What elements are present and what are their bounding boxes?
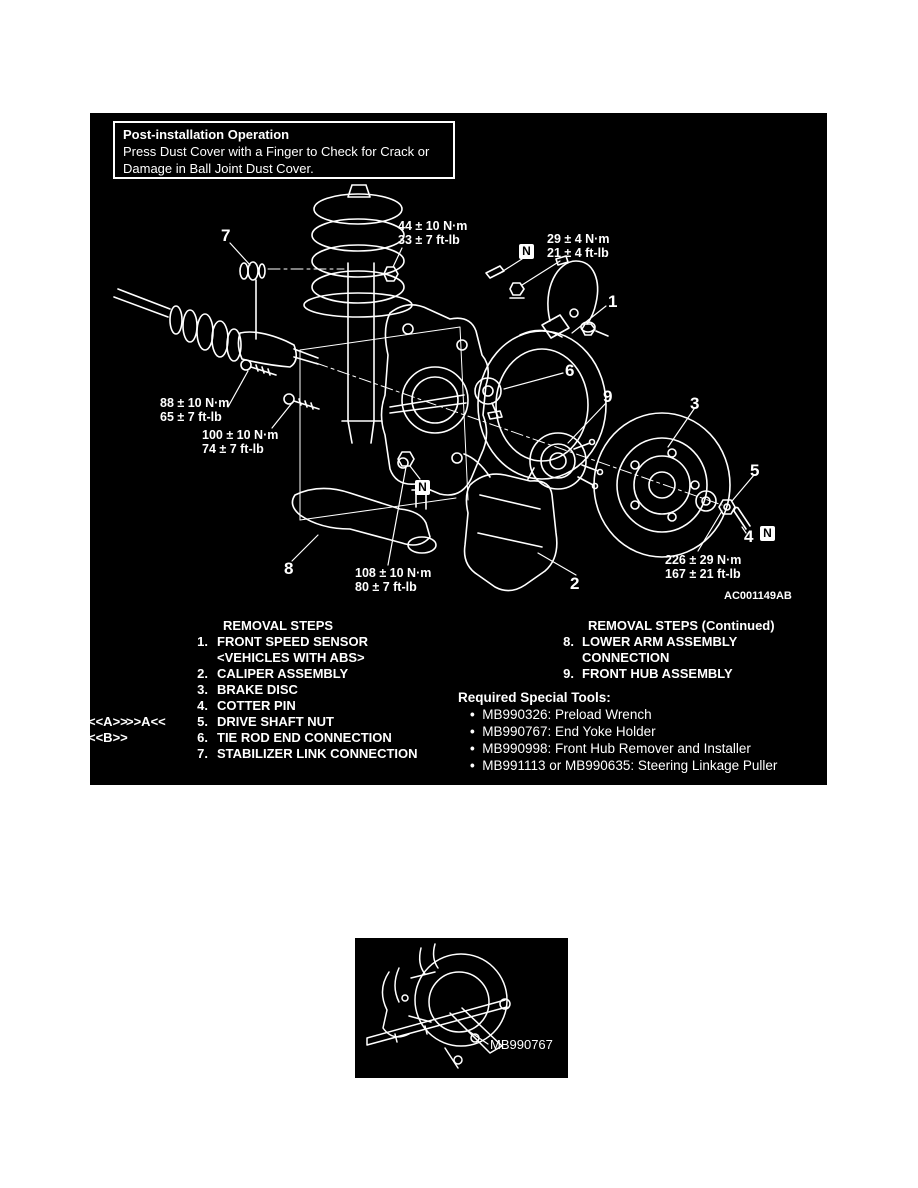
special-tool-item: • MB990767: End Yoke Holder [470,724,656,740]
end-yoke-holder-illustration [355,938,568,1078]
n-marker-sensor-bracket: N [519,244,534,259]
frame-box [300,327,468,520]
callout-2-caliper: 2 [570,574,580,593]
main-diagram-panel [90,113,827,785]
step-text: DRIVE SHAFT NUT [217,714,334,729]
step-text-sub: <VEHICLES WITH ABS> [217,650,365,665]
center-axis-line [268,269,722,505]
hub-and-knuckle-art [382,944,507,1046]
special-tools-title: Required Special Tools: [458,690,611,705]
end-yoke-holder-figure [355,938,568,1078]
callout-8-lower-arm: 8 [284,559,294,578]
step-text: LOWER ARM ASSEMBLY [582,634,738,649]
callout-7-stabilizer-link: 7 [221,226,231,245]
torque-sensor-bracket: 29 ± 4 N·m 21 ± 4 ft-lb [547,232,610,260]
step-number: 6. [197,730,208,745]
post-installation-note [113,121,455,179]
step-number: 2. [197,666,208,681]
callout-9-front-hub: 9 [603,387,613,406]
speed-sensor [542,256,608,338]
step-text: STABILIZER LINK CONNECTION [217,746,418,761]
step-text: CALIPER ASSEMBLY [217,666,349,681]
step-marker-b: <<B>> [88,730,128,745]
step-number: 8. [563,634,574,649]
step-text: FRONT HUB ASSEMBLY [582,666,733,681]
cotter-pin [734,507,750,529]
callout-4-cotter-pin: 4 [744,527,754,546]
step-number: 7. [197,746,208,761]
callout-3-brake-disc: 3 [690,394,700,413]
step-number: 9. [563,666,574,681]
diagram-code: AC001149AB [724,590,792,602]
drive-shaft [114,289,318,367]
step-marker-a-right: >>A<< [126,714,166,729]
step-number: 3. [197,682,208,697]
callout-5-drive-shaft-nut: 5 [750,461,760,480]
post-installation-line1: Press Dust Cover with a Finger to Check for Crack or [123,144,430,159]
step-text: TIE ROD END CONNECTION [217,730,392,745]
step-text-sub: CONNECTION [582,650,670,665]
torque-strut-nut: 44 ± 10 N·m 33 ± 7 ft-lb [398,219,468,247]
torque-drive-shaft-nut: 226 ± 29 N·m 167 ± 21 ft-lb [665,553,742,581]
post-installation-title: Post-installation Operation [123,127,290,142]
tool-number-label: MB990767 [490,1037,553,1052]
step-number: 1. [197,634,208,649]
brake-disc [594,413,730,557]
n-marker-cotter-pin: N [760,526,775,541]
coil-spring [304,194,412,317]
special-tool-item: • MB990326: Preload Wrench [470,707,652,723]
sensor-bracket [486,266,524,298]
callout-6-tie-rod-end: 6 [565,361,575,380]
lower-arm [292,488,436,553]
post-installation-line2: Damage in Ball Joint Dust Cover. [123,161,314,176]
removal-steps-title: REMOVAL STEPS [223,618,334,633]
step-text: COTTER PIN [217,698,296,713]
removal-steps-continued-title: REMOVAL STEPS (Continued) [588,618,775,633]
torque-ball-joint: 108 ± 10 N·m 80 ± 7 ft-lb [355,566,432,594]
special-tool-item: • MB990998: Front Hub Remover and Installer [470,741,751,757]
brake-caliper [464,454,557,591]
torque-strut-bolt-lower: 100 ± 10 N·m 74 ± 7 ft-lb [202,428,279,456]
step-number: 4. [197,698,208,713]
n-marker-ball-joint: N [415,480,430,495]
step-marker-a-left: <<A>> [88,714,128,729]
callout-1-speed-sensor: 1 [608,292,618,311]
stabilizer-link [240,262,265,339]
step-number: 5. [197,714,208,729]
torque-strut-bolt-upper: 88 ± 10 N·m 65 ± 7 ft-lb [160,396,230,424]
special-tool-item: • MB991113 or MB990635: Steering Linkage Puller [470,758,777,774]
mounting-bolts [241,360,319,409]
step-text: FRONT SPEED SENSOR [217,634,368,649]
step-text: BRAKE DISC [217,682,298,697]
leader-lines [228,243,754,578]
